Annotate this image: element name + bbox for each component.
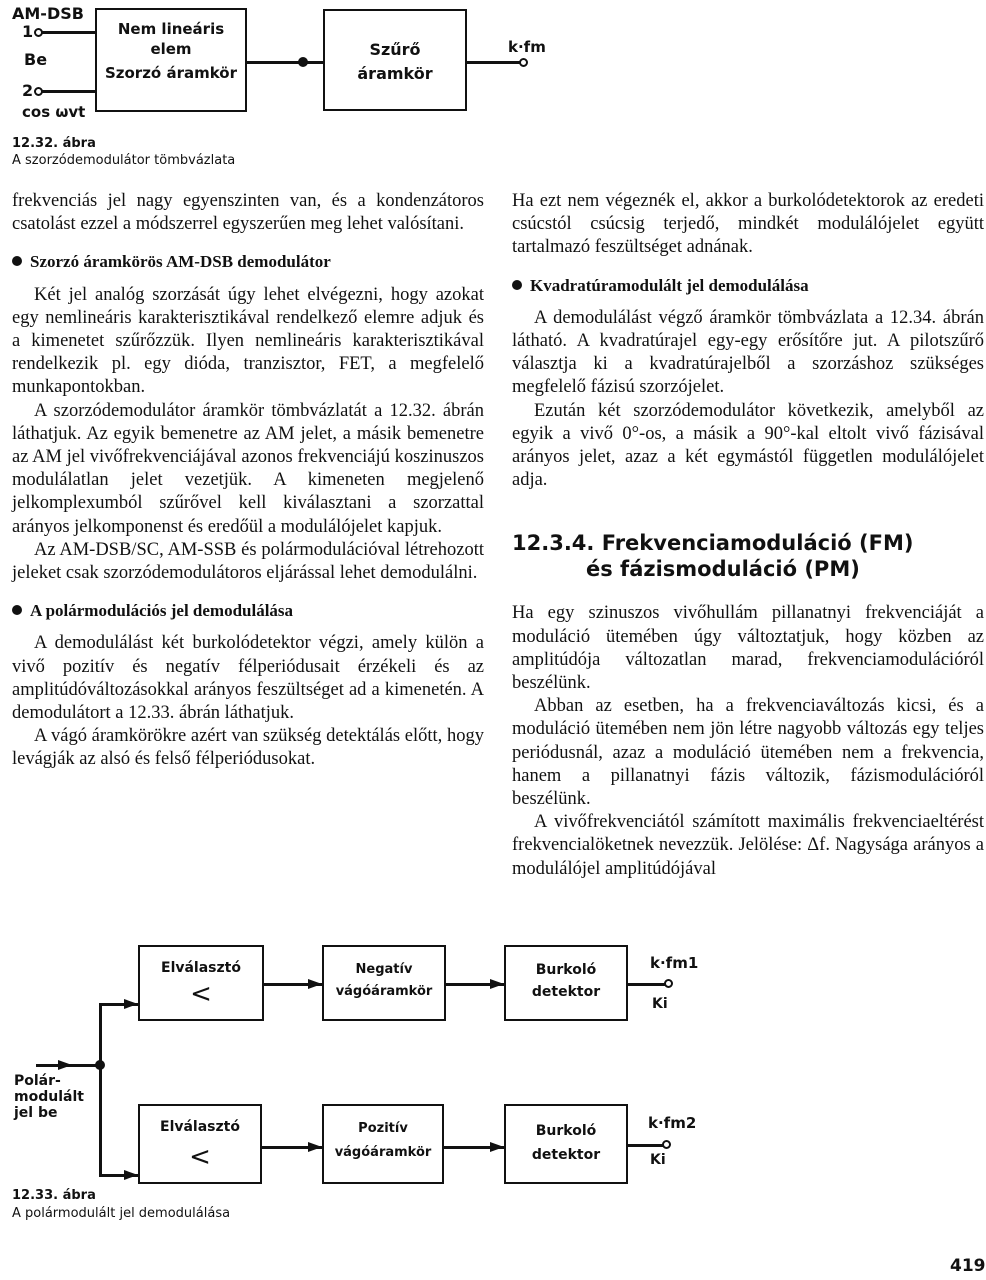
figure-number: 12.33. ábra — [12, 1188, 96, 1203]
wire — [246, 61, 324, 64]
negative-clipper-block — [322, 945, 446, 1021]
input-title: AM-DSB — [12, 4, 84, 23]
section-heading — [512, 274, 984, 297]
arrow-icon — [124, 1170, 138, 1180]
block-label: Burkoló — [535, 1123, 597, 1139]
paragraph: A demodulálást végző áramkör tömbvázlata a 12.34. ábrán látható. A kvadratúrajel egy-egy erősítőre jut. A pilotszűrő választja ki a kvadratúrajelből a szorzáshoz szükséges megfelelő fázisú szorzójelet. — [512, 307, 984, 398]
output-terminal — [519, 58, 528, 67]
block-label: Szorzó áramkör — [104, 64, 238, 82]
output-terminal — [664, 979, 673, 988]
wire — [42, 31, 96, 34]
output-label: k·fm1 — [650, 954, 699, 972]
block-label: Elválasztó — [161, 960, 241, 976]
input-be-label: Be — [24, 50, 48, 69]
heading-text: A polármodulációs jel demodulálása — [30, 601, 294, 621]
left-column — [12, 190, 484, 772]
paragraph: A demodulálást két burkolódetektor végzi, amely külön a vivő pozitív és negatív félperiódusait érzékeli és az amplitúdóváltozásokkal arányos feszültséget ad a kimenetén. A demodulátort a 12.33. ábrán láthatjuk. — [12, 633, 484, 724]
paragraph: A szorzódemodulátor áramkör tömbvázlatát a 12.32. ábrán láthatjuk. Az egyik bemenetre az AM jelet, a másik bemenetre az AM jel vivőfrekvenciájával azonos frekvenciájú koszinuszos modulálatlan jelet vezetjük. A kimeneten megjelenő jelkomplexumból szűrővel kell kiválasztani a szorzattal arányos jelkomponenst és eredőül a modulálójelet kapjuk. — [12, 400, 484, 537]
input-label-line: modulált — [14, 1089, 84, 1105]
block-label: Burkoló — [535, 962, 597, 978]
input-label-line: jel be — [14, 1105, 58, 1121]
section-heading — [12, 250, 484, 273]
output-terminal — [662, 1140, 671, 1149]
paragraph: A vivőfrekvenciától számított maximális frekvenciaeltérést frekvencialöketnek nevezzük. Jelölése: Δf. Nagysága arányos a modulálójel amplitúdójával — [512, 812, 984, 879]
paragraph: frekvenciás jel nagy egyenszinten van, és a kondenzátoros csatolást ezzel a módszerrel egyszerűen meg lehet valósítani. — [12, 191, 484, 235]
comparator-symbol: < — [190, 979, 212, 1009]
arrow-icon — [124, 999, 138, 1009]
bullet-icon — [12, 605, 22, 615]
section-title — [512, 530, 984, 582]
paragraph: Az AM-DSB/SC, AM-SSB és polármodulációval létrehozott jeleket csak szorzódemodulátoros eljárással lehet demodulálni. — [12, 539, 484, 584]
input-2-signal: cos ωvt — [22, 103, 86, 121]
positive-clipper-block — [322, 1104, 444, 1184]
arrow-icon — [490, 979, 504, 989]
section-title-line: Frekvenciamoduláció (FM) — [601, 531, 914, 556]
section-number: 12.3.4. — [512, 531, 595, 556]
arrow-icon — [490, 1142, 504, 1152]
paragraph: Ezután két szorzódemodulátor következik, amelyből az egyik a vivő 0°-os, a másik a 90°-kal eltolt vivő fázisával arányos jelet, azaz a két egymástól független modulálójelet adja. — [512, 400, 984, 491]
paragraph: Két jel analóg szorzását úgy lehet elvégezni, hogy azokat egy nemlineáris karakterisztikával rendelkező elemre adjuk és a kimenetet szűrőzzük. Ilyen nemlineáris karakterisztikával rendelkezik pl. egy dióda, tranzisztor, FET, a megfelelő munkapontokban. — [12, 284, 484, 398]
input-label — [14, 1073, 84, 1121]
input-label-line: Polár- — [14, 1073, 61, 1089]
comparator-symbol: < — [189, 1142, 211, 1172]
separator-block-top — [138, 945, 264, 1021]
block-label: vágóáramkör — [334, 1145, 432, 1160]
block-label: áramkör — [357, 64, 433, 83]
right-column — [512, 190, 984, 881]
block-label: Elválasztó — [160, 1119, 240, 1135]
block-label: elem — [150, 40, 192, 58]
figure-caption: A polármodulált jel demodulálása — [12, 1206, 231, 1221]
bullet-icon — [12, 256, 22, 266]
output-ki-label: Ki — [652, 996, 668, 1012]
output-label: k·fm — [508, 38, 546, 56]
nonlinear-multiplier-block — [95, 8, 247, 112]
wire — [627, 983, 667, 986]
wire — [99, 1004, 102, 1176]
arrow-icon — [308, 1142, 322, 1152]
separator-block-bottom — [138, 1104, 262, 1184]
section-heading — [12, 599, 484, 622]
envelope-detector-block-top — [504, 945, 628, 1021]
paragraph: Ha egy szinuszos vivőhullám pillanatnyi frekvenciáját a moduláció ütemében úgy változtatjuk, hogy közben az amplitúdója változatlan marad, frekvenciamodulációról beszélünk. — [512, 603, 984, 694]
output-label: k·fm2 — [648, 1114, 697, 1132]
heading-text: Kvadratúramodulált jel demodulálása — [530, 275, 809, 295]
output-ki-label: Ki — [650, 1152, 666, 1168]
filter-block — [323, 9, 467, 111]
junction-dot — [298, 57, 308, 67]
heading-text: Szorzó áramkörös AM-DSB demodulátor — [30, 252, 331, 272]
wire — [42, 90, 96, 93]
input-1-label: 1 — [22, 22, 34, 41]
input-2-label: 2 — [22, 81, 34, 100]
arrow-icon — [308, 979, 322, 989]
section-title-line: és fázismoduláció (PM) — [586, 557, 860, 582]
block-label: vágóáramkör — [335, 984, 433, 999]
paragraph: A vágó áramkörökre azért van szükség detektálás előtt, hogy levágják az alsó és felső félperiódusokat. — [12, 726, 484, 770]
wire — [627, 1144, 665, 1147]
paragraph: Abban az esetben, ha a frekvenciaváltozás kicsi, és a moduláció ütemében nem jön létre nagyobb változás egy teljes periódusnál, azaz a moduláció ütemében nem a frekvencia, hanem a pillanatnyi fázis változik, fázismodulációról beszélünk. — [512, 696, 984, 810]
wire — [466, 61, 522, 64]
block-label: detektor — [531, 984, 601, 1000]
block-label: Negatív — [355, 962, 413, 977]
block-label: Pozitív — [358, 1121, 408, 1136]
envelope-detector-block-bottom — [504, 1104, 628, 1184]
bullet-icon — [512, 280, 522, 290]
figure-number: 12.32. ábra — [12, 136, 96, 151]
block-label: Szűrő — [369, 40, 421, 59]
paragraph: Ha ezt nem végeznék el, akkor a burkolódetektorok az eredeti csúcstól csúcsig terjedő, mindkét modulálójelet együtt tartalmazó feszültséget adnának. — [512, 191, 984, 258]
block-label: detektor — [531, 1147, 601, 1163]
arrow-icon — [58, 1060, 72, 1070]
page-number: 419 — [950, 1256, 986, 1276]
block-label: Nem lineáris — [117, 20, 225, 38]
figure-caption: A szorzódemodulátor tömbvázlata — [12, 153, 236, 168]
